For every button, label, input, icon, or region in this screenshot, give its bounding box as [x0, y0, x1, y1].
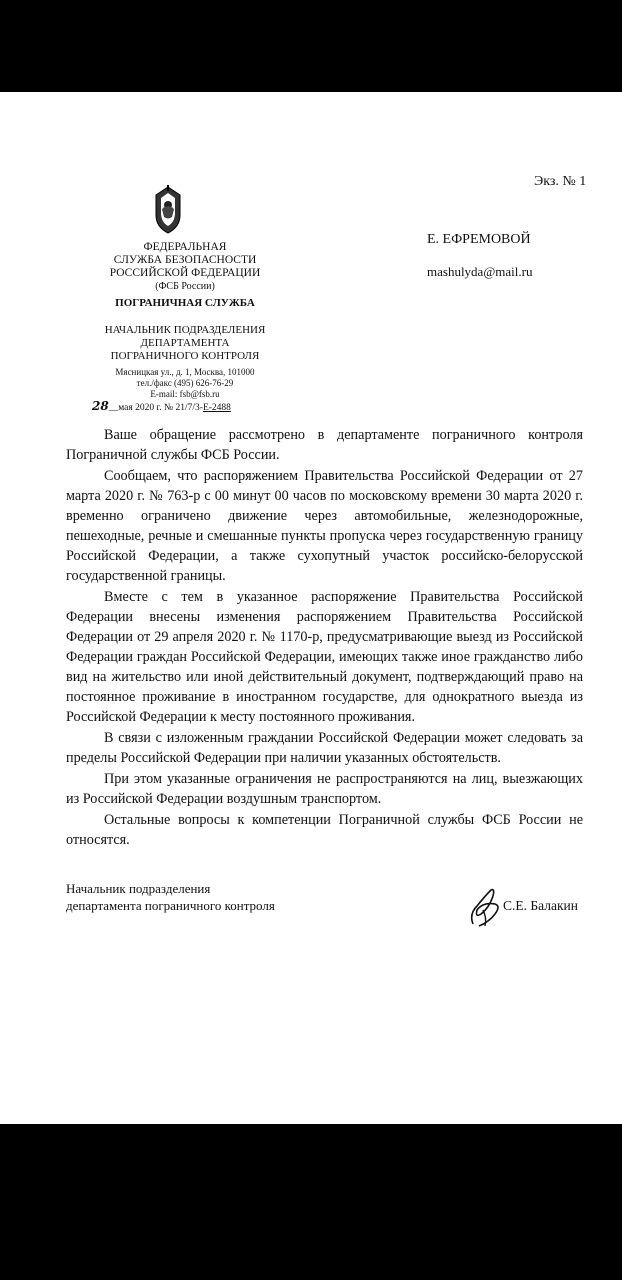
paragraph: В связи с изложенным граждании Российской Федерации может следовать за пределы Российской Федерации при наличии указанных обстоятельств.	[66, 730, 583, 766]
contact-address: Мясницкая ул., д. 1, Москва, 101000	[115, 367, 255, 377]
handwritten-signature-icon	[465, 884, 505, 930]
paragraph: Вместе с тем в указанное распоряжение Правительства Российской Федерации внесены изменения распоряжением Правительства Российской Федерации от 29 апреля 2020 г. № 1170-р, предусматривающие выезд из Российской Федерации граждан Российской Федерации, имеющих также иное гражданство либо вид на жительство или иной действительный документ, подтверждающий право на постоянное проживание в иностранном государстве, для однократного выезда из Российской Федерации к месту постоянного проживания.	[66, 589, 583, 725]
fsb-emblem-icon	[150, 185, 186, 235]
chief-line: НАЧАЛЬНИК ПОДРАЗДЕЛЕНИЯ	[104, 324, 266, 336]
contacts-block	[60, 367, 310, 400]
chief-line: ПОГРАНИЧНОГО КОНТРОЛЯ	[110, 350, 260, 362]
contact-email: E-mail: fsb@fsb.ru	[150, 389, 220, 399]
contact-phone: тел./факс (495) 626-76-29	[136, 378, 234, 388]
letter-body	[66, 425, 583, 851]
signatory-position	[66, 880, 275, 914]
service-name: ПОГРАНИЧНАЯ СЛУЖБА	[115, 297, 255, 309]
black-bottom-area	[0, 1124, 622, 1280]
document-page	[0, 92, 622, 1124]
chief-title-block	[60, 324, 310, 363]
paragraph: При этом указанные ограничения не распространяются на лиц, выезжающих из Российской Федерации воздушным транспортом.	[66, 771, 583, 807]
date-number-line	[92, 399, 231, 413]
addressee-email: mashulyda@mail.ru	[427, 264, 533, 279]
handwritten-day: 28	[92, 399, 109, 413]
paragraph: Сообщаем, что распоряжением Правительства Российской Федерации от 27 марта 2020 г. № 763-р с 00 минут 00 часов по московскому времени 30 марта 2020 г. временно ограничено движение через автомобильные, железнодорожные, пешеходные, речные и смешанные пункты пропуска через государственную границу Российской Федерации, а также сухопутный участок российско-белорусской государственной границы.	[66, 468, 583, 584]
signatory-name: С.Е. Балакин	[503, 898, 578, 913]
org-name-block	[60, 241, 310, 293]
position-line: департамента пограничного контроля	[66, 898, 275, 913]
paragraph: Ваше обращение рассмотрено в департаменте пограничного контроля Пограничной службы ФСБ России.	[66, 427, 583, 463]
org-line: РОССИЙСКОЙ ФЕДЕРАЦИИ	[109, 267, 261, 279]
org-line: СЛУЖБА БЕЗОПАСНОСТИ	[113, 254, 257, 266]
date-text: __мая 2020 г. № 21/7/3-	[108, 403, 203, 413]
copy-number: Экз. № 1	[534, 174, 587, 189]
doc-number-suffix: Е-2488	[202, 403, 231, 413]
org-line: ФЕДЕРАЛЬНАЯ	[143, 241, 227, 253]
chief-line: ДЕПАРТАМЕНТА	[140, 337, 230, 349]
org-line: (ФСБ России)	[155, 281, 215, 292]
position-line: Начальник подразделения	[66, 881, 211, 896]
paragraph: Остальные вопросы к компетенции Пограничной службы ФСБ России не относятся.	[66, 812, 583, 848]
addressee-name: Е. ЕФРЕМОВОЙ	[427, 232, 531, 247]
